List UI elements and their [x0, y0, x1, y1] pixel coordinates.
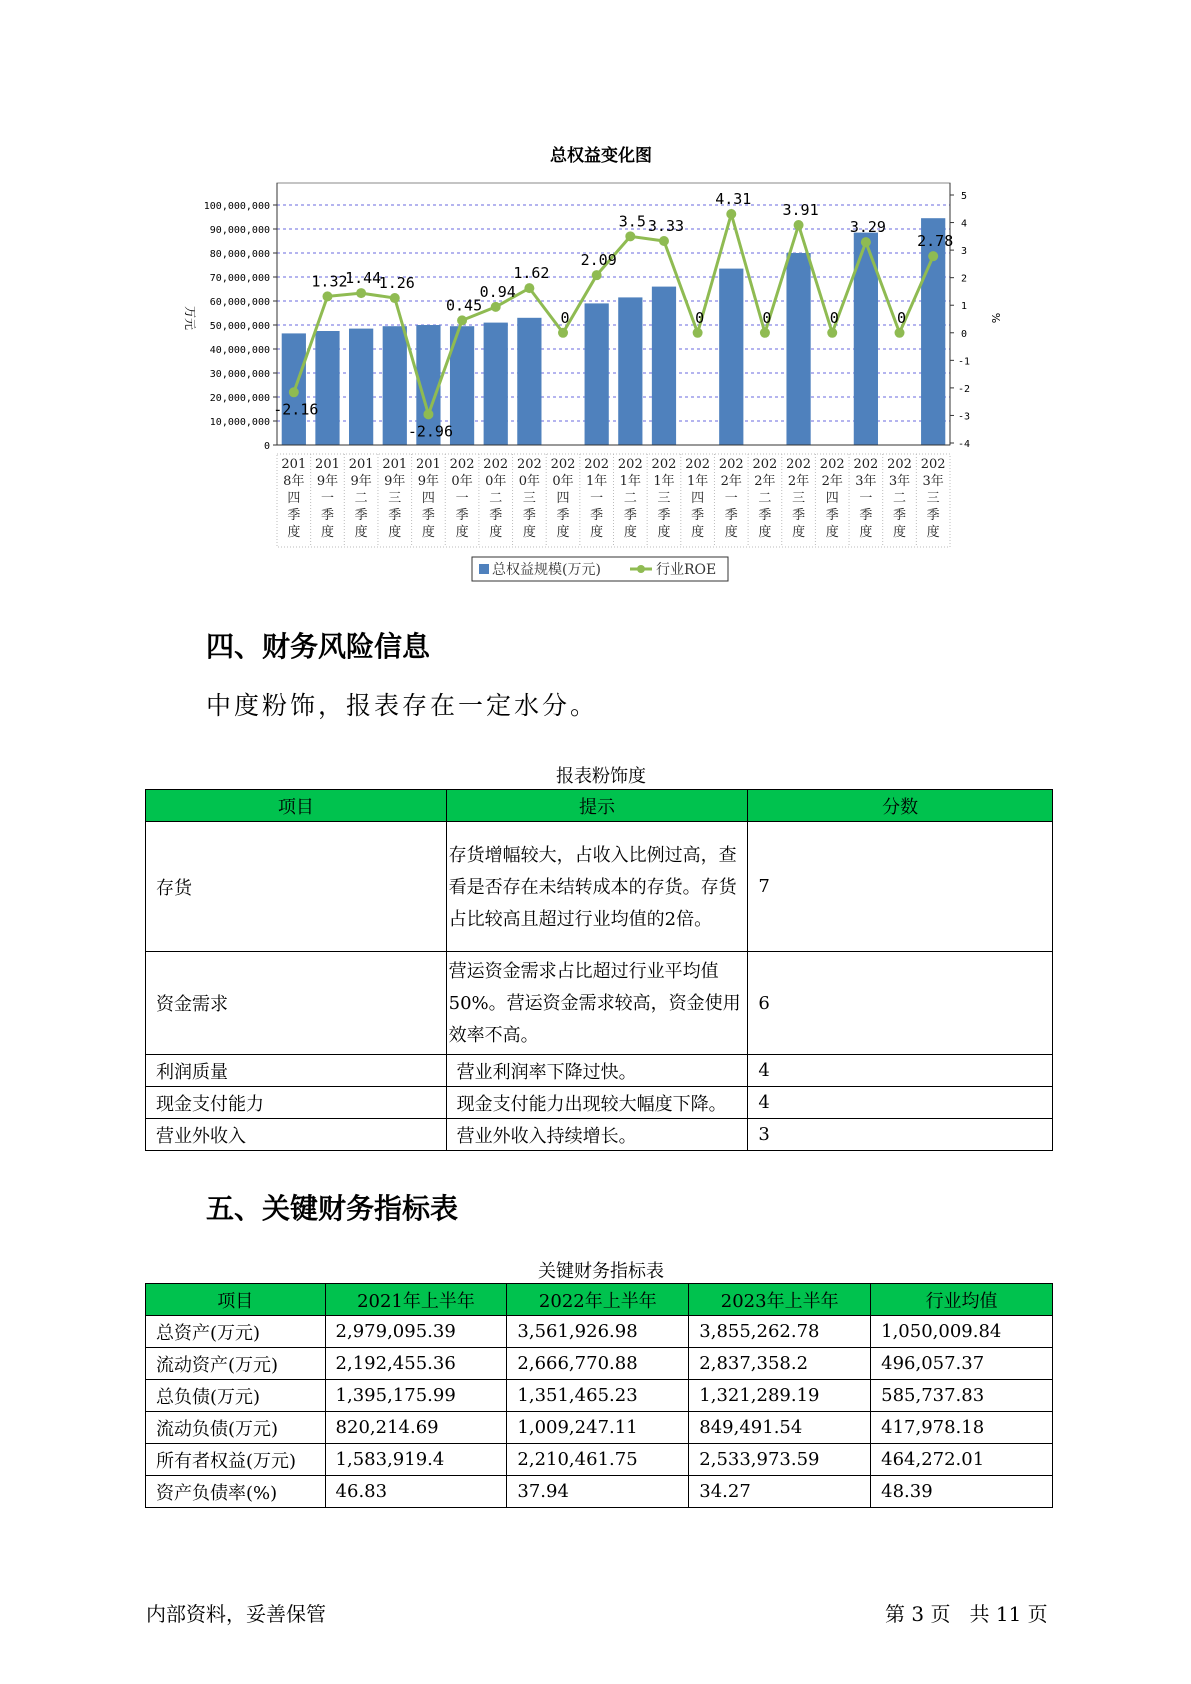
metrics-header: 2022年上半年	[507, 1284, 689, 1316]
x-tick-label: 一	[455, 491, 469, 506]
metric-value: 464,272.01	[871, 1444, 1053, 1476]
roe-point	[558, 328, 568, 338]
risk-header-hint: 提示	[446, 790, 748, 822]
x-tick-label: 一	[859, 491, 873, 506]
roe-point	[491, 302, 501, 312]
roe-data-label: 2.78	[917, 232, 954, 251]
y-left-tick-label: 10,000,000	[209, 417, 270, 428]
roe-data-label: 3.91	[782, 201, 819, 220]
x-tick-label: 三	[388, 491, 402, 506]
risk-item: 存货	[146, 822, 447, 952]
chart-title: 总权益变化图	[550, 146, 652, 166]
x-tick-label: 0年	[485, 474, 507, 489]
x-tick-label: 季	[792, 508, 806, 523]
roe-data-label: 1.32	[311, 272, 348, 291]
metric-name: 流动负债(万元)	[146, 1412, 326, 1444]
bar	[484, 323, 508, 445]
table-row	[146, 1476, 1053, 1508]
x-tick-label: 四	[825, 491, 839, 506]
roe-data-label: 0	[762, 308, 772, 327]
x-tick-label: 一	[320, 491, 334, 506]
roe-point	[659, 236, 669, 246]
table-row	[146, 1380, 1053, 1412]
y-left-tick-label: 0	[263, 441, 270, 452]
x-tick-label: 3年	[855, 474, 877, 489]
x-tick-label: 度	[825, 525, 839, 540]
x-tick-label: 202	[920, 457, 946, 472]
table-row	[146, 1444, 1053, 1476]
x-tick-label: 2年	[787, 474, 810, 489]
y-left-tick-label: 40,000,000	[209, 345, 270, 356]
x-tick-label: 202	[853, 457, 879, 472]
x-tick-label: 1年	[586, 474, 608, 489]
y-left-axis-title: 万元	[183, 305, 197, 331]
metric-value: 3,561,926.98	[507, 1316, 689, 1348]
x-tick-label: 202	[483, 457, 509, 472]
metric-value: 1,395,175.99	[325, 1380, 507, 1412]
roe-point	[827, 328, 837, 338]
risk-score: 4	[748, 1087, 1053, 1119]
risk-item: 利润质量	[146, 1055, 447, 1087]
roe-point	[289, 387, 299, 397]
footer-confidential: 内部资料，妥善保管	[146, 1602, 326, 1626]
roe-point	[592, 270, 602, 280]
risk-header-item: 项目	[146, 790, 447, 822]
x-tick-label: 季	[354, 508, 368, 523]
risk-table	[145, 789, 1053, 1151]
metrics-header: 项目	[146, 1284, 326, 1316]
bar	[719, 269, 743, 445]
x-tick-label: 202	[516, 457, 542, 472]
x-tick-label: 度	[893, 525, 907, 540]
x-tick-label: 度	[691, 525, 705, 540]
x-tick-label: 202	[718, 457, 744, 472]
x-tick-label: 二	[354, 491, 368, 506]
x-tick-label: 季	[590, 508, 604, 523]
footer-page-number: 第 3 页 共 11 页	[885, 1602, 1048, 1626]
y-right-tick-label: 1	[960, 301, 968, 313]
metric-value: 2,210,461.75	[507, 1444, 689, 1476]
metric-value: 2,666,770.88	[507, 1348, 689, 1380]
x-tick-label: 度	[455, 525, 469, 540]
x-tick-label: 度	[522, 525, 536, 540]
x-tick-label: 9年	[384, 474, 406, 489]
y-left-tick-label: 100,000,000	[203, 201, 270, 212]
metric-value: 2,192,455.36	[325, 1348, 507, 1380]
legend-bar-label: 总权益规模(万元)	[492, 562, 601, 578]
roe-data-label: 0	[695, 308, 705, 327]
x-tick-label: 9年	[350, 474, 372, 489]
metric-value: 46.83	[325, 1476, 507, 1508]
metric-value: 1,009,247.11	[507, 1412, 689, 1444]
roe-point	[726, 209, 736, 219]
x-tick-label: 度	[758, 525, 772, 540]
x-tick-label: 四	[691, 491, 705, 506]
x-tick-label: 一	[724, 491, 738, 506]
x-tick-label: 0年	[451, 474, 473, 489]
category-label-frame	[277, 454, 950, 547]
metric-name: 所有者权益(万元)	[146, 1444, 326, 1476]
x-tick-label: 三	[657, 491, 671, 506]
x-tick-label: 度	[792, 525, 806, 540]
roe-data-label: 0.94	[479, 282, 516, 301]
roe-point	[693, 328, 703, 338]
y-left-tick-label: 50,000,000	[209, 321, 270, 332]
y-right-tick-label: 4	[960, 218, 968, 230]
metric-name: 总负债(万元)	[146, 1380, 326, 1412]
risk-header-score: 分数	[748, 790, 1053, 822]
y-right-tick-label: 3	[960, 246, 968, 258]
x-tick-label: 1年	[686, 474, 709, 489]
risk-item: 现金支付能力	[146, 1087, 447, 1119]
risk-table-caption: 报表粉饰度	[556, 766, 646, 787]
x-tick-label: 1年	[619, 474, 641, 489]
x-tick-label: 201	[281, 457, 307, 472]
metrics-table	[145, 1283, 1053, 1508]
roe-data-label: 3.33	[647, 217, 685, 236]
metric-value: 496,057.37	[871, 1348, 1053, 1380]
roe-point	[760, 328, 770, 338]
risk-score: 7	[748, 822, 1053, 952]
y-right-tick-label: -3	[957, 411, 971, 423]
table-row	[146, 1087, 1053, 1119]
roe-data-label: -2.16	[273, 400, 319, 419]
bar	[618, 297, 642, 445]
table-row	[146, 1055, 1053, 1087]
x-tick-label: 2年	[821, 474, 843, 489]
y-right-tick-label: 0	[960, 328, 968, 340]
legend-line-marker	[637, 565, 645, 573]
metric-name: 总资产(万元)	[146, 1316, 326, 1348]
legend-line-label: 行业ROE	[656, 562, 717, 578]
x-tick-label: 1年	[653, 474, 675, 489]
roe-point	[322, 291, 332, 301]
x-tick-label: 季	[522, 508, 536, 523]
risk-table-header	[146, 790, 1053, 822]
y-left-tick-label: 60,000,000	[209, 297, 270, 308]
x-tick-label: 度	[388, 525, 402, 540]
y-right-tick-label: -2	[957, 383, 971, 395]
x-tick-label: 度	[489, 525, 503, 540]
bar	[383, 326, 407, 445]
roe-data-label: 0.45	[446, 296, 483, 315]
roe-point	[356, 288, 366, 298]
risk-hint: 存货增幅较大，占收入比例过高，查看是否存在未结转成本的存货。存货占比较高且超过行业均值的2倍。	[446, 822, 748, 952]
metric-value: 2,837,358.2	[689, 1348, 871, 1380]
roe-data-label: 0	[829, 308, 839, 327]
x-tick-label: 8年	[283, 474, 305, 489]
y-right-tick-label: 2	[960, 273, 968, 285]
x-tick-label: 201	[315, 457, 340, 472]
metric-value: 1,050,009.84	[871, 1316, 1053, 1348]
y-right-axis-title: %	[989, 312, 1002, 324]
y-left-tick-label: 20,000,000	[209, 393, 270, 404]
metric-value: 1,321,289.19	[689, 1380, 871, 1412]
risk-score: 6	[748, 952, 1053, 1055]
bar	[786, 253, 810, 445]
y-right-tick-label: -4	[957, 439, 971, 450]
metric-value: 2,979,095.39	[325, 1316, 507, 1348]
x-tick-label: 季	[455, 508, 469, 523]
metrics-header: 2021年上半年	[325, 1284, 507, 1316]
y-right-tick-label: 5	[960, 191, 968, 202]
x-tick-label: 季	[421, 508, 435, 523]
x-tick-label: 季	[859, 508, 873, 523]
x-tick-label: 2年	[754, 474, 776, 489]
roe-point	[625, 231, 635, 241]
table-row	[146, 952, 1053, 1055]
equity-chart	[0, 0, 1191, 600]
x-tick-label: 0年	[552, 474, 574, 489]
bar	[517, 318, 541, 445]
x-tick-label: 季	[388, 508, 402, 523]
metric-value: 585,737.83	[871, 1380, 1053, 1412]
x-tick-label: 一	[590, 491, 604, 506]
x-tick-label: 度	[926, 525, 940, 540]
x-tick-label: 四	[556, 491, 570, 506]
x-tick-label: 度	[724, 525, 738, 540]
risk-hint: 营运资金需求占比超过行业平均值50%。营运资金需求较高，资金使用效率不高。	[446, 952, 748, 1055]
section5-title: 五、关键财务指标表	[206, 1192, 459, 1225]
table-row	[146, 1316, 1053, 1348]
roe-data-label: 2.09	[580, 251, 617, 270]
x-tick-label: 度	[320, 525, 334, 540]
roe-data-label: 4.31	[715, 190, 752, 209]
x-tick-label: 三	[926, 491, 940, 506]
x-tick-label: 季	[758, 508, 772, 523]
risk-item: 资金需求	[146, 952, 447, 1055]
x-tick-label: 202	[584, 457, 610, 472]
x-tick-label: 季	[320, 508, 334, 523]
x-tick-label: 202	[550, 457, 576, 472]
x-tick-label: 度	[556, 525, 570, 540]
bar	[585, 303, 609, 445]
x-tick-label: 季	[489, 508, 503, 523]
y-left-tick-label: 80,000,000	[209, 249, 270, 260]
x-tick-label: 度	[354, 525, 368, 540]
metric-value: 2,533,973.59	[689, 1444, 871, 1476]
roe-point	[895, 328, 905, 338]
x-tick-label: 202	[786, 457, 811, 472]
x-tick-label: 201	[416, 457, 441, 472]
y-left-tick-label: 70,000,000	[209, 273, 270, 284]
roe-data-label: -2.96	[407, 422, 454, 441]
x-tick-label: 度	[859, 525, 873, 540]
metric-name: 资产负债率(%)	[146, 1476, 326, 1508]
y-left-tick-label: 30,000,000	[209, 369, 270, 380]
metrics-header: 行业均值	[871, 1284, 1053, 1316]
x-tick-label: 季	[691, 508, 705, 523]
risk-summary: 中度粉饰，报表存在一定水分。	[206, 691, 599, 720]
bar	[349, 329, 373, 445]
roe-point	[861, 237, 871, 247]
x-tick-label: 202	[752, 457, 778, 472]
roe-data-label: 1.26	[378, 274, 415, 293]
x-tick-label: 度	[287, 525, 301, 540]
x-tick-label: 2年	[720, 474, 742, 489]
x-tick-label: 四	[287, 491, 301, 506]
roe-point	[457, 315, 467, 325]
x-tick-label: 度	[623, 525, 637, 540]
x-tick-label: 季	[893, 508, 907, 523]
x-tick-label: 9年	[316, 474, 339, 489]
metric-value: 820,214.69	[325, 1412, 507, 1444]
roe-data-label: 3.29	[849, 218, 886, 237]
metric-value: 37.94	[507, 1476, 689, 1508]
x-tick-label: 二	[893, 491, 907, 506]
metric-value: 1,351,465.23	[507, 1380, 689, 1412]
x-tick-label: 季	[556, 508, 570, 523]
legend-bar-swatch	[479, 564, 489, 574]
metric-value: 34.27	[689, 1476, 871, 1508]
x-tick-label: 202	[685, 457, 711, 472]
x-tick-label: 9年	[417, 474, 440, 489]
risk-hint: 营业外收入持续增长。	[446, 1119, 748, 1151]
roe-point	[524, 283, 534, 293]
x-tick-label: 季	[724, 508, 738, 523]
x-tick-label: 季	[287, 508, 301, 523]
x-tick-label: 季	[623, 508, 637, 523]
metrics-table-caption: 关键财务指标表	[538, 1261, 664, 1282]
metric-value: 417,978.18	[871, 1412, 1053, 1444]
risk-score: 4	[748, 1055, 1053, 1087]
metric-value: 849,491.54	[689, 1412, 871, 1444]
metrics-header: 2023年上半年	[689, 1284, 871, 1316]
risk-hint: 现金支付能力出现较大幅度下降。	[446, 1087, 748, 1119]
x-tick-label: 3年	[888, 474, 911, 489]
roe-data-label: 3.5	[618, 212, 646, 231]
x-tick-label: 202	[617, 457, 643, 472]
roe-point	[928, 251, 938, 261]
risk-hint: 营业利润率下降过快。	[446, 1055, 748, 1087]
x-tick-label: 度	[657, 525, 671, 540]
bar	[315, 331, 339, 445]
x-tick-label: 季	[657, 508, 671, 523]
metrics-table-header	[146, 1284, 1053, 1316]
x-tick-label: 季	[825, 508, 839, 523]
metric-value: 1,583,919.4	[325, 1444, 507, 1476]
x-tick-label: 201	[348, 457, 374, 472]
roe-data-label: 1.44	[345, 269, 382, 288]
x-tick-label: 度	[421, 525, 435, 540]
x-tick-label: 二	[758, 491, 772, 506]
table-row	[146, 1412, 1053, 1444]
table-row	[146, 1348, 1053, 1380]
x-tick-label: 季	[926, 508, 940, 523]
metric-value: 48.39	[871, 1476, 1053, 1508]
x-tick-label: 202	[449, 457, 475, 472]
metric-name: 流动资产(万元)	[146, 1348, 326, 1380]
risk-score: 3	[748, 1119, 1053, 1151]
roe-point	[390, 293, 400, 303]
roe-point	[423, 409, 433, 419]
table-row	[146, 822, 1053, 952]
x-tick-label: 二	[623, 491, 637, 506]
x-tick-label: 四	[421, 491, 435, 506]
x-tick-label: 202	[651, 457, 677, 472]
x-tick-label: 3年	[922, 474, 944, 489]
x-tick-label: 202	[819, 457, 845, 472]
roe-data-label: 0	[897, 308, 907, 327]
risk-item: 营业外收入	[146, 1119, 447, 1151]
x-tick-label: 202	[887, 457, 912, 472]
x-tick-label: 201	[382, 457, 408, 472]
roe-data-label: 1.62	[513, 264, 550, 283]
table-row	[146, 1119, 1053, 1151]
section4-title: 四、财务风险信息	[206, 630, 431, 663]
x-tick-label: 0年	[518, 474, 541, 489]
x-tick-label: 二	[489, 491, 503, 506]
metric-value: 3,855,262.78	[689, 1316, 871, 1348]
bar	[652, 287, 676, 445]
x-tick-label: 三	[522, 491, 536, 506]
y-right-tick-label: -1	[957, 356, 971, 368]
x-tick-label: 度	[590, 525, 604, 540]
roe-point	[794, 220, 804, 230]
x-tick-label: 三	[792, 491, 806, 506]
roe-data-label: 0	[560, 308, 570, 327]
y-left-tick-label: 90,000,000	[209, 225, 270, 236]
